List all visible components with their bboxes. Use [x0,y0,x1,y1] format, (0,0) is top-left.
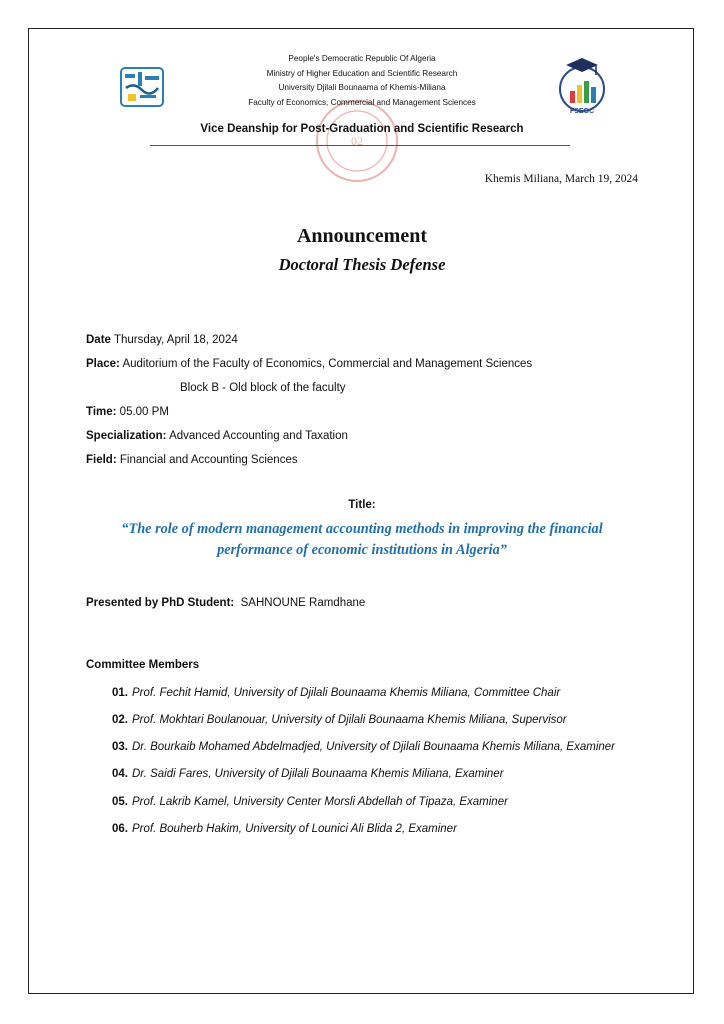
header-lines [160,52,564,110]
member-text: Prof. Lakrib Kamel, University Center Morsli Abdellah of Tipaza, Examiner [132,796,508,808]
thesis-title [92,519,632,561]
place-row [86,358,532,370]
committee-member [112,796,508,808]
header-line-republic: People's Democratic Republic Of Algeria [288,54,436,63]
committee-member [112,768,504,780]
header-line-ministry: Ministry of Higher Education and Scientific Research [266,68,458,78]
date-value: Thursday, April 18, 2024 [113,334,238,346]
member-number: 01. [112,687,128,699]
date-label: Date [86,334,111,346]
announcement-subtitle: Doctoral Thesis Defense [278,255,446,274]
date-row [86,334,238,346]
committee-heading: Committee Members [86,659,200,671]
member-text: Prof. Bouherb Hakim, University of Lounici Ali Blida 2, Examiner [132,823,457,835]
thesis-title-line-1: “The role of modern management accounting methods in improving the financial [121,521,603,537]
place-label: Place: [86,358,120,370]
announcement-title: Announcement [296,225,427,247]
member-number: 05. [112,796,128,808]
svg-text:FSEGC: FSEGC [569,108,595,115]
member-number: 02. [112,714,128,726]
time-label: Time: [86,406,117,418]
office-title: Vice Deanship for Post-Graduation and Scientific Research [200,123,524,135]
thesis-title-line-2: performance of economic institutions in Algeria” [217,542,507,558]
presenter-name: SAHNOUNE Ramdhane [240,597,366,609]
committee-member [112,823,457,835]
committee-member [112,741,615,753]
header-line-university: University Djilali Bounaama of Khemis-Miliana [278,83,446,93]
time-row [86,406,169,418]
header-line-faculty: Faculty of Economics, Commercial and Management Sciences [248,97,476,107]
time-value: 05.00 PM [119,406,169,418]
document-date: Khemis Miliana, March 19, 2024 [484,173,638,185]
committee-member [112,687,560,699]
member-text: Dr. Saidi Fares, University of Djilali Bounaama Khemis Miliana, Examiner [132,768,504,780]
member-text: Prof. Fechit Hamid, University of Djilali Bounaama Khemis Miliana, Committee Chair [132,687,561,699]
specialization-label: Specialization: [86,430,167,442]
svg-text:02: 02 [351,134,363,148]
presenter-row [86,597,365,609]
member-text: Prof. Mokhtari Boulanouar, University of Djilali Bounaama Khemis Miliana, Supervisor [132,714,567,726]
thesis-title-label: Title: [348,499,376,511]
field-row [86,454,298,466]
specialization-row [86,430,348,442]
university-logo [120,66,164,108]
header-divider [150,145,570,146]
place-value: Auditorium of the Faculty of Economics, Commercial and Management Sciences [122,358,533,370]
member-number: 03. [112,741,128,753]
field-value: Financial and Accounting Sciences [119,454,298,466]
member-number: 06. [112,823,128,835]
specialization-value: Advanced Accounting and Taxation [169,430,348,442]
member-text: Dr. Bourkaib Mohamed Abdelmadjed, University of Djilali Bounaama Khemis Miliana, Examiner [132,741,615,753]
presenter-label: Presented by PhD Student: [86,597,235,609]
member-number: 04. [112,768,128,780]
place-row-2 [180,382,346,394]
committee-member [112,714,567,726]
field-label: Field: [86,454,117,466]
place-value-2: Block B - Old block of the faculty [180,382,346,394]
